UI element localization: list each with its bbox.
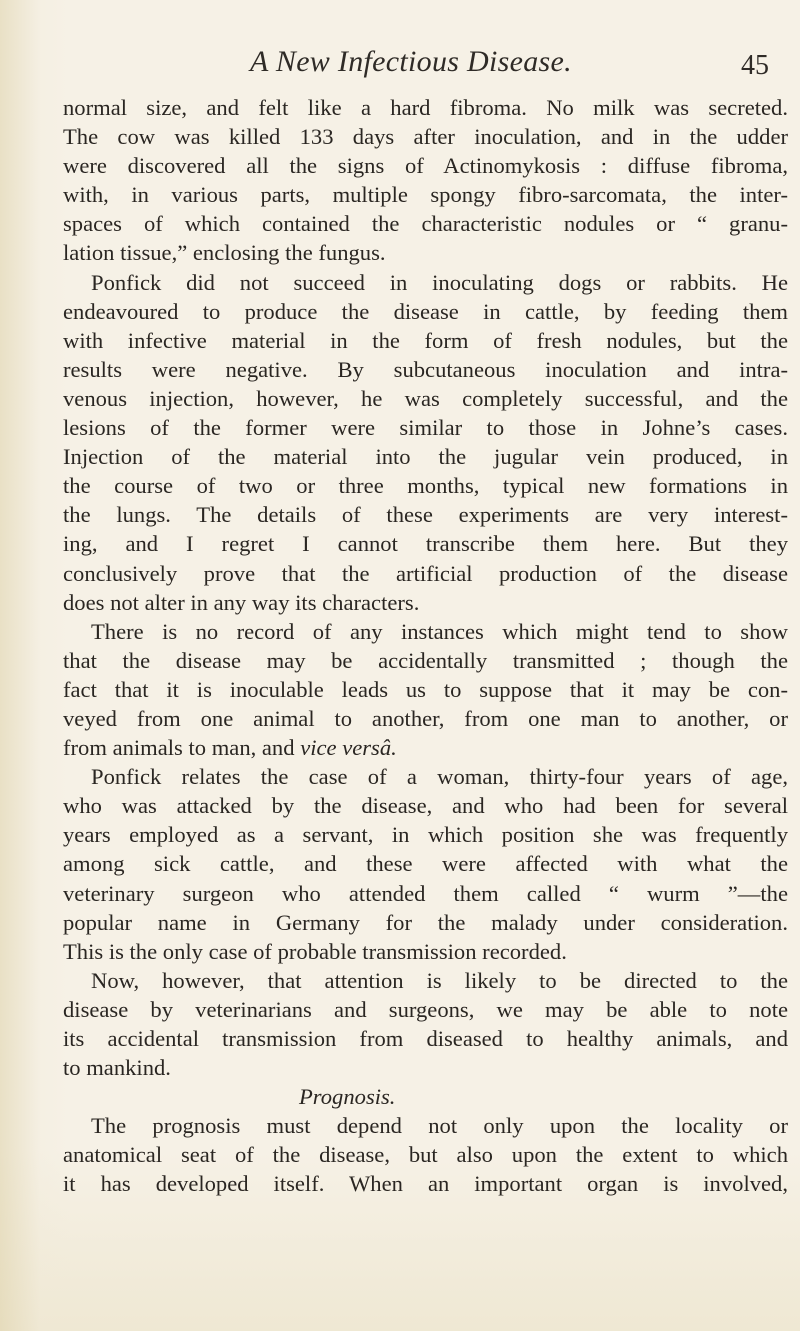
page-number: 45 [741,50,769,81]
paragraph-start: Ponfick relates the case of a woman, thirty-four years of age, [91,764,788,790]
body-text [63,93,788,1199]
section-heading: Prognosis. [299,1084,396,1110]
paragraph-start: There is no record of any instances which might tend to show [91,618,788,644]
text-line: popular name in Germany for the malady under consideration. [63,909,788,935]
text-line: endeavoured to produce the disease in cattle, by feeding them [63,298,788,324]
text-line: This is the only case of probable transmission recorded. [63,938,567,964]
text-line: veyed from one animal to another, from one man to another, or [63,705,788,731]
text-line: years employed as a servant, in which position she was frequently [63,822,788,848]
running-head [0,44,800,84]
text-line: to mankind. [63,1055,171,1081]
text-line: disease by veterinarians and surgeons, we may be able to note [63,996,788,1022]
text-line: venous injection, however, he was completely successful, and the [63,385,788,411]
running-title: A New Infectious Disease. [250,45,572,78]
text-line: results were negative. By subcutaneous inoculation and intra- [63,356,788,382]
text-line [63,733,788,762]
text-line: normal size, and felt like a hard fibroma. No milk was secreted. [63,95,788,120]
text-line: that the disease may be accidentally transmitted ; though the [63,647,788,673]
text-line: with infective material in the form of fresh nodules, but the [63,327,788,353]
text-line: fact that it is inoculable leads us to suppose that it may be con- [63,676,788,702]
text-line: The cow was killed 133 days after inoculation, and in the udder [63,124,788,150]
text-line: it has developed itself. When an important organ is involved, [63,1171,788,1197]
text-line: who was attacked by the disease, and who had been for several [63,793,788,819]
text-line: veterinary surgeon who attended them called “ wurm ”—the [63,880,788,906]
paragraph-start: Ponfick did not succeed in inoculating dogs or rabbits. He [91,269,788,295]
paragraph-start: The prognosis must depend not only upon the locality or [91,1113,788,1139]
text-line: among sick cattle, and these were affected with what the [63,851,788,877]
text-line: lesions of the former were similar to those in Johne’s cases. [63,415,788,441]
text-line: Injection of the material into the jugular vein produced, in [63,444,788,470]
text-line: spaces of which contained the characteristic nodules or “ granu- [63,211,788,237]
text-line: the course of two or three months, typical new formations in [63,473,788,499]
text-line: lation tissue,” enclosing the fungus. [63,240,386,266]
text-line: were discovered all the signs of Actinomykosis : diffuse fibroma, [63,153,788,179]
text-line: its accidental transmission from diseased to healthy animals, and [63,1026,788,1051]
text-line: the lungs. The details of these experiments are very interest- [63,502,788,528]
text-line: anatomical seat of the disease, but also upon the extent to which [63,1142,788,1168]
text-line: ing, and I regret I cannot transcribe them here. But they [63,531,788,557]
italic-phrase: vice versâ. [300,735,397,761]
paragraph-start: Now, however, that attention is likely to be directed to the [91,967,788,993]
text-line: with, in various parts, multiple spongy fibro-sarcomata, the inter- [63,182,788,208]
text-line: does not alter in any way its characters. [63,589,420,615]
text-fragment: from animals to man, and [63,735,295,761]
text-line: conclusively prove that the artificial production of the disease [63,560,788,586]
